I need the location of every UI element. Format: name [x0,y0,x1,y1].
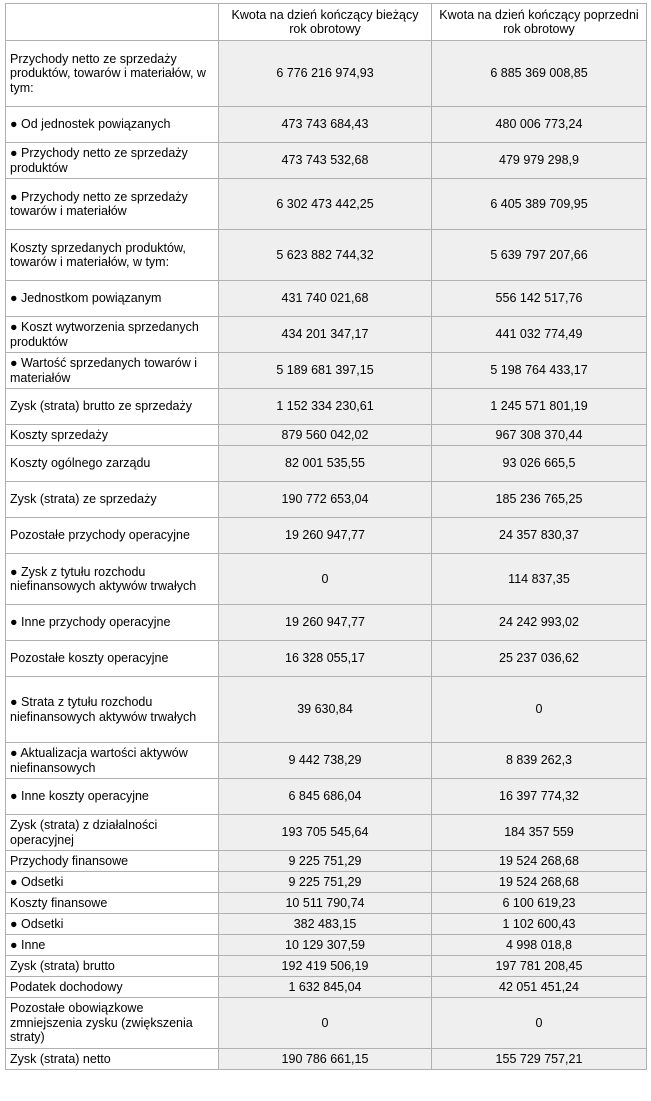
row-label: ● Jednostkom powiązanym [6,281,219,317]
row-label: Pozostałe obowiązkowe zmniejszenia zysku (zwiększenia straty) [6,998,219,1049]
table-row [6,815,647,851]
current-year-value: 190 772 653,04 [219,482,432,518]
previous-year-value: 184 357 559 [432,815,647,851]
current-year-value: 0 [219,554,432,605]
previous-year-value: 19 524 268,68 [432,872,647,893]
row-label: Koszty finansowe [6,893,219,914]
row-label: Pozostałe koszty operacyjne [6,641,219,677]
income-statement-table [5,3,647,1070]
table-row [6,914,647,935]
row-label: Przychody finansowe [6,851,219,872]
current-year-value: 1 632 845,04 [219,977,432,998]
previous-year-value: 480 006 773,24 [432,107,647,143]
table-row [6,518,647,554]
previous-year-value: 5 198 764 433,17 [432,353,647,389]
table-row [6,446,647,482]
previous-year-value: 25 237 036,62 [432,641,647,677]
previous-year-value: 8 839 262,3 [432,743,647,779]
table-row [6,281,647,317]
previous-year-value: 24 242 993,02 [432,605,647,641]
row-label: Zysk (strata) ze sprzedaży [6,482,219,518]
current-year-value: 0 [219,998,432,1049]
table-row [6,143,647,179]
previous-year-value: 441 032 774,49 [432,317,647,353]
table-row [6,425,647,446]
previous-year-value: 4 998 018,8 [432,935,647,956]
row-label: ● Odsetki [6,914,219,935]
table-row [6,935,647,956]
row-label: ● Przychody netto ze sprzedaży towarów i materiałów [6,179,219,230]
current-year-value: 434 201 347,17 [219,317,432,353]
table-row [6,230,647,281]
row-label: Koszty ogólnego zarządu [6,446,219,482]
current-year-value: 19 260 947,77 [219,518,432,554]
table-row [6,482,647,518]
current-year-value: 473 743 532,68 [219,143,432,179]
current-year-value: 9 225 751,29 [219,872,432,893]
previous-year-value: 185 236 765,25 [432,482,647,518]
previous-year-value: 93 026 665,5 [432,446,647,482]
table-row [6,41,647,107]
table-row [6,779,647,815]
current-year-value: 16 328 055,17 [219,641,432,677]
table-row [6,353,647,389]
table-row [6,893,647,914]
table-header-row [6,4,647,41]
row-label: Zysk (strata) brutto ze sprzedaży [6,389,219,425]
row-label: Pozostałe przychody operacyjne [6,518,219,554]
row-label: Podatek dochodowy [6,977,219,998]
current-year-value: 10 511 790,74 [219,893,432,914]
previous-year-value: 155 729 757,21 [432,1049,647,1070]
current-year-value: 10 129 307,59 [219,935,432,956]
previous-year-value: 19 524 268,68 [432,851,647,872]
previous-year-value: 6 405 389 709,95 [432,179,647,230]
table-row [6,179,647,230]
previous-year-value: 16 397 774,32 [432,779,647,815]
table-row [6,977,647,998]
table-row [6,317,647,353]
row-label: ● Inne [6,935,219,956]
table-row [6,677,647,743]
header-previous-year: Kwota na dzień kończący poprzedni rok obrotowy [432,4,647,41]
table-row [6,956,647,977]
row-label: ● Od jednostek powiązanych [6,107,219,143]
previous-year-value: 556 142 517,76 [432,281,647,317]
current-year-value: 9 225 751,29 [219,851,432,872]
previous-year-value: 6 100 619,23 [432,893,647,914]
previous-year-value: 114 837,35 [432,554,647,605]
table-row [6,998,647,1049]
row-label: ● Koszt wytworzenia sprzedanych produktów [6,317,219,353]
current-year-value: 193 705 545,64 [219,815,432,851]
current-year-value: 473 743 684,43 [219,107,432,143]
previous-year-value: 24 357 830,37 [432,518,647,554]
current-year-value: 192 419 506,19 [219,956,432,977]
current-year-value: 5 189 681 397,15 [219,353,432,389]
previous-year-value: 967 308 370,44 [432,425,647,446]
row-label: Przychody netto ze sprzedaży produktów, towarów i materiałów, w tym: [6,41,219,107]
previous-year-value: 0 [432,677,647,743]
table-body [6,41,647,1070]
table-row [6,872,647,893]
table-row [6,1049,647,1070]
previous-year-value: 5 639 797 207,66 [432,230,647,281]
row-label: ● Aktualizacja wartości aktywów niefinansowych [6,743,219,779]
current-year-value: 382 483,15 [219,914,432,935]
current-year-value: 879 560 042,02 [219,425,432,446]
table-row [6,605,647,641]
header-empty-cell [6,4,219,41]
current-year-value: 82 001 535,55 [219,446,432,482]
table-row [6,851,647,872]
row-label: Zysk (strata) brutto [6,956,219,977]
row-label: ● Inne koszty operacyjne [6,779,219,815]
table-row [6,641,647,677]
row-label: ● Wartość sprzedanych towarów i materiałów [6,353,219,389]
current-year-value: 431 740 021,68 [219,281,432,317]
previous-year-value: 0 [432,998,647,1049]
row-label: ● Przychody netto ze sprzedaży produktów [6,143,219,179]
previous-year-value: 6 885 369 008,85 [432,41,647,107]
row-label: Zysk (strata) netto [6,1049,219,1070]
current-year-value: 6 845 686,04 [219,779,432,815]
current-year-value: 19 260 947,77 [219,605,432,641]
current-year-value: 6 302 473 442,25 [219,179,432,230]
current-year-value: 1 152 334 230,61 [219,389,432,425]
row-label: Koszty sprzedanych produktów, towarów i materiałów, w tym: [6,230,219,281]
current-year-value: 9 442 738,29 [219,743,432,779]
table-row [6,743,647,779]
previous-year-value: 197 781 208,45 [432,956,647,977]
previous-year-value: 1 102 600,43 [432,914,647,935]
header-current-year: Kwota na dzień kończący bieżący rok obrotowy [219,4,432,41]
row-label: Zysk (strata) z działalności operacyjnej [6,815,219,851]
table-row [6,107,647,143]
previous-year-value: 479 979 298,9 [432,143,647,179]
row-label: ● Odsetki [6,872,219,893]
current-year-value: 190 786 661,15 [219,1049,432,1070]
previous-year-value: 42 051 451,24 [432,977,647,998]
row-label: ● Zysk z tytułu rozchodu niefinansowych aktywów trwałych [6,554,219,605]
current-year-value: 5 623 882 744,32 [219,230,432,281]
financial-table-container [5,3,647,1070]
current-year-value: 6 776 216 974,93 [219,41,432,107]
row-label: ● Inne przychody operacyjne [6,605,219,641]
row-label: ● Strata z tytułu rozchodu niefinansowych aktywów trwałych [6,677,219,743]
current-year-value: 39 630,84 [219,677,432,743]
table-row [6,389,647,425]
table-row [6,554,647,605]
previous-year-value: 1 245 571 801,19 [432,389,647,425]
row-label: Koszty sprzedaży [6,425,219,446]
